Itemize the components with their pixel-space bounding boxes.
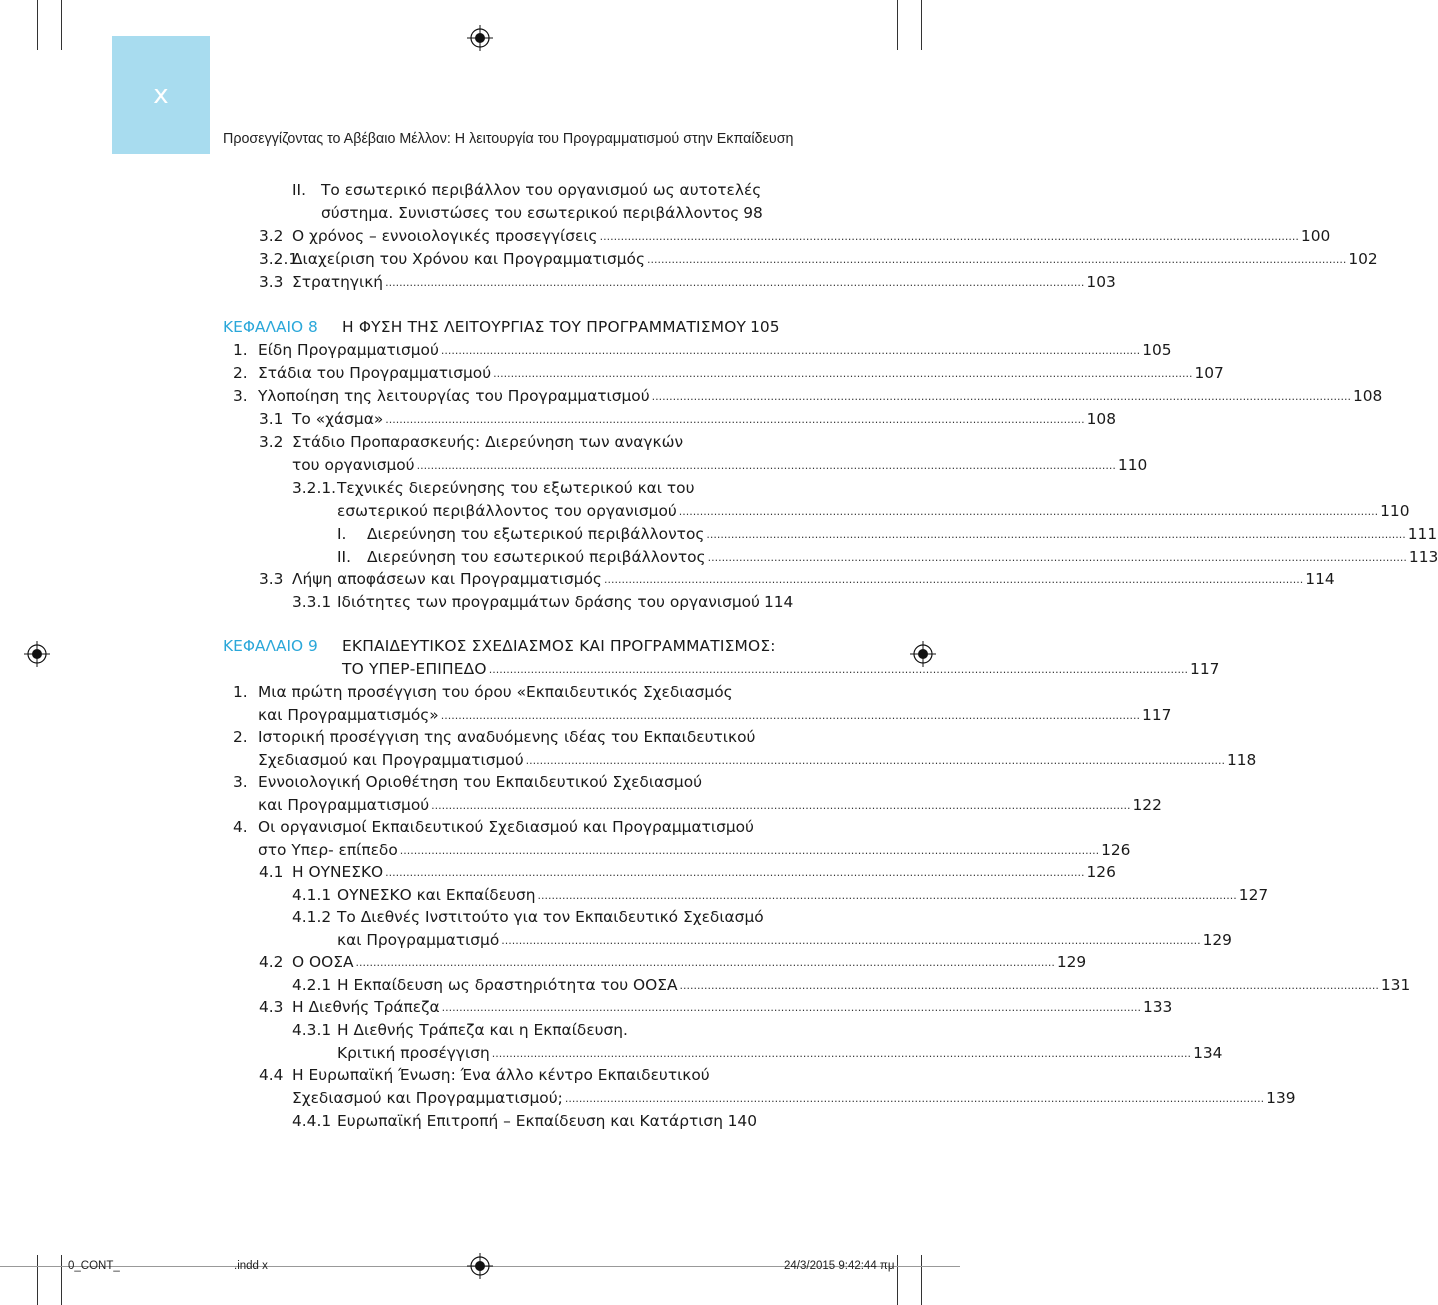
toc-entry-number: 3. bbox=[233, 773, 248, 791]
toc-page-number: 134 bbox=[1193, 1044, 1223, 1062]
toc-chapter-entry[interactable] bbox=[342, 315, 780, 339]
toc-entry-title: Η Διεθνής Τράπεζα και η Εκπαίδευση. bbox=[337, 1021, 628, 1039]
toc-entry-number: 2. bbox=[233, 728, 248, 746]
toc-leader-dots: ........................................................................................................................................................................................................ bbox=[488, 663, 1189, 676]
toc-entry-title: Κριτική προσέγγιση bbox=[337, 1044, 490, 1062]
toc-entry-title: Είδη Προγραμματισμού bbox=[258, 341, 439, 359]
toc-leader-dots: ........................................................................................................................................................................................................ bbox=[416, 459, 1116, 472]
toc-entry[interactable] bbox=[292, 430, 683, 454]
toc-page-number: 110 bbox=[1117, 456, 1148, 474]
crop-mark bbox=[61, 1255, 62, 1305]
toc-entry-number: 4.1.2 bbox=[292, 908, 332, 926]
toc-entry-title: και Προγραμματισμός» bbox=[258, 706, 439, 724]
toc-entry-title: Ευρωπαϊκή Επιτροπή – Εκπαίδευση και Κατάρτιση bbox=[337, 1112, 723, 1130]
toc-entry[interactable] bbox=[258, 793, 1162, 817]
toc-entry[interactable] bbox=[258, 748, 1257, 772]
toc-page-number: 122 bbox=[1132, 796, 1162, 814]
toc-page-number: 133 bbox=[1142, 998, 1173, 1016]
toc-entry-title: και Προγραμματισμού bbox=[258, 796, 430, 814]
toc-page-number: 129 bbox=[1202, 931, 1232, 949]
toc-page-number: 114 bbox=[763, 593, 794, 611]
toc-page-number: 117 bbox=[1190, 660, 1220, 678]
toc-entry-title: Η ΟΥΝΕΣΚΟ bbox=[292, 863, 384, 881]
toc-entry-number: 1. bbox=[233, 341, 248, 359]
toc-page-number: 107 bbox=[1194, 364, 1224, 382]
toc-page-number: 105 bbox=[750, 318, 780, 336]
toc-entry[interactable] bbox=[292, 247, 1378, 271]
toc-entry-title: Οι οργανισμοί Εκπαιδευτικού Σχεδιασμού και Προγραμματισμού bbox=[258, 818, 754, 836]
toc-page-number: 108 bbox=[1352, 387, 1383, 405]
toc-entry-title: Μια πρώτη προσέγγιση του όρου «Εκπαιδευτικός Σχεδιασμός bbox=[258, 683, 733, 701]
toc-entry-number: 4.4 bbox=[259, 1066, 284, 1084]
toc-entry[interactable] bbox=[342, 657, 1220, 681]
toc-page-number: 114 bbox=[1305, 570, 1335, 588]
toc-entry[interactable] bbox=[292, 453, 1148, 477]
footer-file-name: 0_CONT_ bbox=[68, 1260, 120, 1272]
toc-entry-number: 4.2 bbox=[259, 953, 284, 971]
crop-mark bbox=[921, 1255, 922, 1305]
page-number-tab: x bbox=[112, 36, 210, 154]
toc-page-number: 126 bbox=[1101, 841, 1131, 859]
toc-chapter-label: ΚΕΦΑΛΑΙΟ 8 bbox=[223, 318, 318, 336]
toc-entry[interactable] bbox=[292, 860, 1116, 884]
toc-leader-dots: ........................................................................................................................................................................................................ bbox=[537, 889, 1237, 902]
toc-entry[interactable] bbox=[337, 1041, 1223, 1065]
toc-entry[interactable] bbox=[337, 590, 794, 614]
toc-entry[interactable] bbox=[258, 770, 702, 794]
toc-entry-title: Λήψη αποφάσεων και Προγραμματισμός bbox=[292, 570, 602, 588]
toc-leader-dots: ........................................................................................................................................................................................................ bbox=[707, 551, 1407, 564]
toc-entry-title: Η Ευρωπαϊκή Ένωση: Ένα άλλο κέντρο Εκπαιδευτικού bbox=[292, 1066, 710, 1084]
toc-page-number: 118 bbox=[1226, 751, 1257, 769]
toc-entry[interactable] bbox=[258, 703, 1172, 727]
toc-leader-dots: ........................................................................................................................................................................................................ bbox=[678, 505, 1379, 518]
toc-entry-title: Στρατηγική bbox=[292, 273, 384, 291]
toc-entry-number: II. bbox=[292, 181, 306, 199]
toc-entry-number: I. bbox=[337, 525, 347, 543]
toc-entry-number: 4.4.1 bbox=[292, 1112, 332, 1130]
toc-leader-dots: ........................................................................................................................................................................................................ bbox=[525, 754, 1225, 767]
toc-entry[interactable] bbox=[292, 950, 1087, 974]
registration-mark-icon bbox=[467, 25, 493, 51]
toc-entry[interactable] bbox=[337, 499, 1410, 523]
toc-entry-title: Σχεδιασμού και Προγραμματισμού bbox=[258, 751, 524, 769]
toc-page-number: 108 bbox=[1086, 410, 1116, 428]
toc-leader-dots: ........................................................................................................................................................................................................ bbox=[441, 1001, 1141, 1014]
toc-leader-dots: ........................................................................................................................................................................................................ bbox=[647, 253, 1347, 266]
footer-timestamp: 24/3/2015 9:42:44 πμ bbox=[784, 1260, 895, 1272]
toc-entry[interactable] bbox=[292, 995, 1173, 1019]
toc-entry-title: Το εσωτερικό περιβάλλον του οργανισμού ως αυτοτελές bbox=[321, 181, 762, 199]
toc-entry-number: 4. bbox=[233, 818, 248, 836]
toc-entry-title: του οργανισμού bbox=[292, 456, 415, 474]
toc-entry-number: 3.2 bbox=[259, 433, 284, 451]
toc-entry[interactable] bbox=[258, 338, 1172, 362]
toc-entry-number: 3. bbox=[233, 387, 248, 405]
toc-page-number: 110 bbox=[1380, 502, 1410, 520]
toc-entry-number: 1. bbox=[233, 683, 248, 701]
toc-leader-dots: ........................................................................................................................................................................................................ bbox=[385, 866, 1085, 879]
toc-entry-number: 3.2 bbox=[259, 227, 284, 245]
toc-entry-title: Ο ΟΟΣΑ bbox=[292, 953, 354, 971]
toc-page-number: 126 bbox=[1086, 863, 1116, 881]
toc-leader-dots: ........................................................................................................................................................................................................ bbox=[440, 344, 1141, 357]
toc-page-number: 100 bbox=[1300, 227, 1331, 245]
crop-mark bbox=[921, 0, 922, 50]
toc-entry-number: 2. bbox=[233, 364, 248, 382]
toc-entry-title: και Προγραμματισμό bbox=[337, 931, 500, 949]
toc-entry-title: Ιστορική προσέγγιση της αναδυόμενης ιδέας του Εκπαιδευτικού bbox=[258, 728, 756, 746]
toc-leader-dots: ........................................................................................................................................................................................................ bbox=[599, 230, 1299, 243]
running-header: Προσεγγίζοντας το Αβέβαιο Μέλλον: Η λειτουργία του Προγραμματισμού στην Εκπαίδευση bbox=[223, 131, 794, 147]
toc-entry-title: ΟΥΝΕΣΚΟ και Εκπαίδευση bbox=[337, 886, 536, 904]
toc-leader-dots: ........................................................................................................................................................................................................ bbox=[431, 799, 1131, 812]
toc-entry[interactable] bbox=[258, 815, 754, 839]
toc-leader-dots: ........................................................................................................................................................................................................ bbox=[399, 844, 1100, 857]
toc-page-number: 111 bbox=[1407, 525, 1438, 543]
toc-entry-title: Υλοποίηση της λειτουργίας του Προγραμματισμού bbox=[258, 387, 650, 405]
toc-leader-dots bbox=[725, 1110, 726, 1134]
toc-entry-title: στο Υπερ- επίπεδο bbox=[258, 841, 398, 859]
toc-entry[interactable] bbox=[292, 270, 1116, 294]
toc-entry[interactable] bbox=[258, 361, 1224, 385]
toc-entry[interactable] bbox=[321, 178, 761, 202]
toc-entry[interactable] bbox=[292, 1086, 1296, 1110]
toc-entry-title: Ιδιότητες των προγραμμάτων δράσης του οργανισμού bbox=[337, 593, 760, 611]
toc-chapter-entry[interactable] bbox=[342, 634, 776, 658]
toc-leader-dots: ........................................................................................................................................................................................................ bbox=[679, 979, 1379, 992]
toc-leader-dots: ........................................................................................................................................................................................................ bbox=[603, 573, 1304, 586]
toc-entry-title: Η Διεθνής Τράπεζα bbox=[292, 998, 440, 1016]
toc-entry-title: Ο χρόνος – εννοιολογικές προσεγγίσεις bbox=[292, 227, 598, 245]
toc-entry-title: Στάδιο Προπαρασκευής: Διερεύνηση των αναγκών bbox=[292, 433, 684, 451]
toc-entry-title: Διαχείριση του Χρόνου και Προγραμματισμός bbox=[292, 250, 645, 268]
toc-entry-number: 4.1 bbox=[259, 863, 284, 881]
toc-entry[interactable] bbox=[258, 838, 1131, 862]
toc-entry-number: 4.3.1 bbox=[292, 1021, 332, 1039]
toc-entry-title: εσωτερικού περιβάλλοντος του οργανισμού bbox=[337, 502, 677, 520]
toc-entry-title: σύστημα. Συνιστώσες του εσωτερικού περιβάλλοντος bbox=[321, 204, 740, 222]
toc-page-number: 98 bbox=[743, 204, 763, 222]
toc-entry-title: Σχεδιασμού και Προγραμματισμού; bbox=[292, 1089, 563, 1107]
toc-page-number: 117 bbox=[1142, 706, 1172, 724]
toc-leader-dots: ........................................................................................................................................................................................................ bbox=[493, 367, 1193, 380]
registration-mark-icon bbox=[467, 1253, 493, 1279]
toc-entry[interactable] bbox=[258, 680, 733, 704]
toc-entry-number: II. bbox=[337, 548, 351, 566]
toc-entry-number: 4.3 bbox=[259, 998, 284, 1016]
crop-mark bbox=[61, 0, 62, 50]
toc-page-number: 103 bbox=[1086, 273, 1116, 291]
toc-leader-dots: ........................................................................................................................................................................................................ bbox=[491, 1047, 1192, 1060]
toc-entry-number: 4.1.1 bbox=[292, 886, 332, 904]
toc-page-number: 139 bbox=[1266, 1089, 1296, 1107]
toc-leader-dots: ........................................................................................................................................................................................................ bbox=[651, 390, 1351, 403]
toc-page-number: 129 bbox=[1056, 953, 1087, 971]
toc-entry-title: Το Διεθνές Ινστιτούτο για τον Εκπαιδευτικό Σχεδιασμό bbox=[337, 908, 764, 926]
toc-leader-dots: ........................................................................................................................................................................................................ bbox=[501, 934, 1201, 947]
toc-page-number: 140 bbox=[727, 1112, 757, 1130]
toc-entry[interactable] bbox=[337, 883, 1269, 907]
toc-leader-dots: ........................................................................................................................................................................................................ bbox=[440, 709, 1141, 722]
toc-entry[interactable] bbox=[337, 1018, 628, 1042]
toc-entry[interactable] bbox=[337, 905, 764, 929]
toc-page-number: 131 bbox=[1380, 976, 1411, 994]
toc-leader-dots: ........................................................................................................................................................................................................ bbox=[385, 413, 1085, 426]
toc-entry[interactable] bbox=[337, 476, 694, 500]
toc-entry[interactable] bbox=[337, 928, 1232, 952]
toc-leader-dots: ........................................................................................................................................................................................................ bbox=[706, 528, 1406, 541]
toc-leader-dots: ........................................................................................................................................................................................................ bbox=[385, 276, 1085, 289]
toc-entry[interactable] bbox=[258, 725, 755, 749]
registration-mark-icon bbox=[24, 641, 50, 667]
toc-entry[interactable] bbox=[337, 973, 1411, 997]
crop-mark bbox=[897, 1255, 898, 1305]
toc-entry[interactable] bbox=[321, 201, 763, 225]
toc-entry-number: 3.2.1. bbox=[292, 479, 337, 497]
toc-entry-number: 3.3.1 bbox=[292, 593, 332, 611]
toc-page-number: 113 bbox=[1408, 548, 1438, 566]
toc-entry-number: 3.1 bbox=[259, 410, 284, 428]
toc-entry-title: Η Εκπαίδευση ως δραστηριότητα του ΟΟΣΑ bbox=[337, 976, 678, 994]
toc-entry[interactable] bbox=[367, 545, 1438, 569]
toc-entry-title: Στάδια του Προγραμματισμού bbox=[258, 364, 492, 382]
toc-entry-number: 3.3 bbox=[259, 570, 284, 588]
crop-mark bbox=[897, 0, 898, 50]
toc-page-number: 105 bbox=[1142, 341, 1172, 359]
toc-entry-title: Η ΦΥΣΗ ΤΗΣ ΛΕΙΤΟΥΡΓΙΑΣ ΤΟΥ ΠΡΟΓΡΑΜΜΑΤΙΣΜΟΥ bbox=[342, 318, 747, 336]
toc-entry[interactable] bbox=[292, 407, 1116, 431]
toc-entry[interactable] bbox=[292, 224, 1331, 248]
toc-entry[interactable] bbox=[292, 567, 1335, 591]
toc-page-number: 127 bbox=[1238, 886, 1269, 904]
crop-mark bbox=[37, 1255, 38, 1305]
toc-entry-title: Διερεύνηση του εσωτερικού περιβάλλοντος bbox=[367, 548, 706, 566]
toc-entry-number: 4.2.1 bbox=[292, 976, 332, 994]
toc-entry[interactable] bbox=[367, 522, 1438, 546]
toc-entry-title: ΤΟ ΥΠΕΡ-ΕΠΙΠΕΔΟ bbox=[342, 660, 487, 678]
toc-leader-dots: ........................................................................................................................................................................................................ bbox=[564, 1092, 1265, 1105]
toc-entry[interactable] bbox=[258, 384, 1383, 408]
toc-chapter-label: ΚΕΦΑΛΑΙΟ 9 bbox=[223, 637, 318, 655]
toc-entry-title: Το «χάσμα» bbox=[292, 410, 384, 428]
toc-entry-number: 3.3 bbox=[259, 273, 284, 291]
toc-entry[interactable] bbox=[337, 1109, 757, 1133]
toc-leader-dots: ........................................................................................................................................................................................................ bbox=[355, 956, 1055, 969]
toc-entry-number: 3.2.1 bbox=[259, 250, 299, 268]
toc-page-number: 102 bbox=[1348, 250, 1378, 268]
footer-indd-label: .indd x bbox=[234, 1260, 268, 1272]
toc-entry[interactable] bbox=[292, 1063, 710, 1087]
toc-entry-title: Εννοιολογική Οριοθέτηση του Εκπαιδευτικού Σχεδιασμού bbox=[258, 773, 703, 791]
toc-entry-title: Διερεύνηση του εξωτερικού περιβάλλοντος bbox=[367, 525, 705, 543]
toc-entry-title: Τεχνικές διερεύνησης του εξωτερικού και του bbox=[337, 479, 695, 497]
toc-entry-title: ΕΚΠΑΙΔΕΥΤΙΚΟΣ ΣΧΕΔΙΑΣΜΟΣ ΚΑΙ ΠΡΟΓΡΑΜΜΑΤΙΣΜΟΣ: bbox=[342, 637, 776, 655]
crop-mark bbox=[37, 0, 38, 50]
